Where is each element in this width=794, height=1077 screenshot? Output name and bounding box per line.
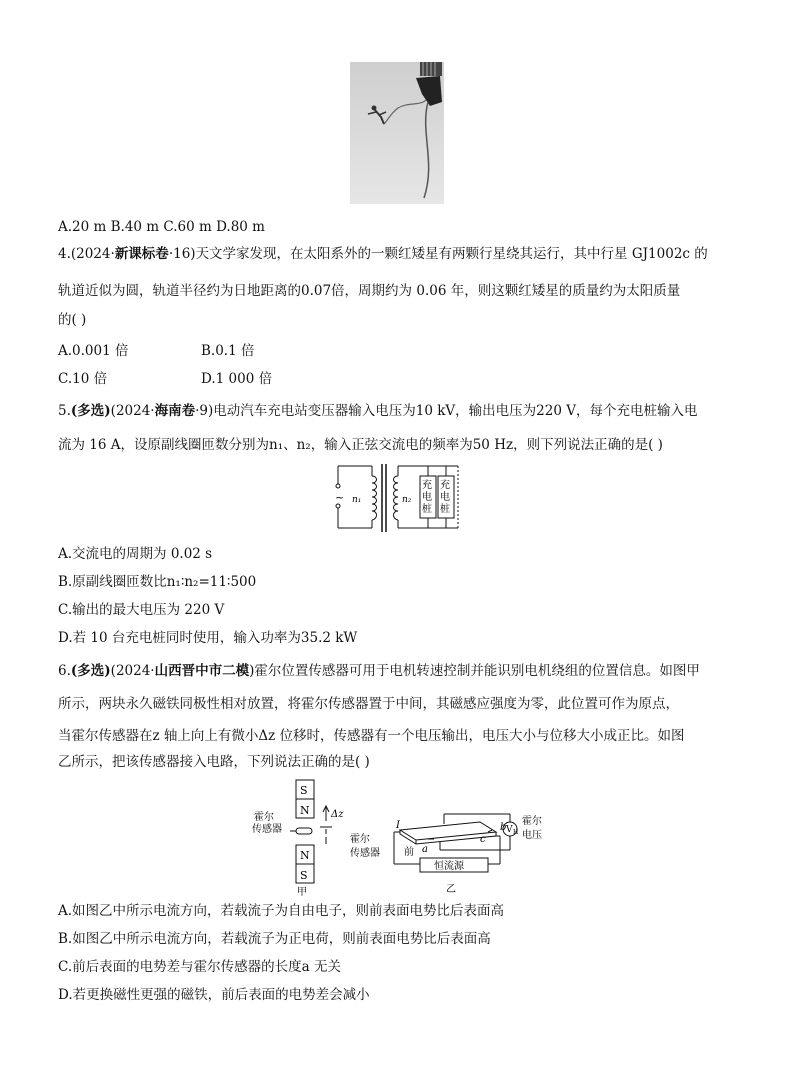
q4-option-c: C.10 倍 xyxy=(58,371,108,387)
q3-options: A.20 m B.40 m C.60 m D.80 m xyxy=(58,219,265,235)
pile2-char1: 充 xyxy=(440,480,450,491)
q4-line2: 轨道近似为圆，轨道半径约为日地距离的0.07倍，周期约为 0.06 年，则这颗红矮星的质量约为太阳质量 xyxy=(58,283,681,299)
q5-line2: 流为 16 A，设原副线圈匝数分别为n₁、n₂，输入正弦交流电的频率为50 Hz，则下列说法正确的是( ) xyxy=(58,437,663,453)
pile1-char2: 电 xyxy=(422,492,432,503)
yi-label: 乙 xyxy=(446,884,456,895)
sensor-label-2: 传感器 xyxy=(252,824,282,835)
front-label: 前 xyxy=(404,847,414,858)
q6-line1: 6.(多选)(2024·山西晋中市二模)霍尔位置传感器可用于电机转速控制并能识别电机绕组的位置信息。如图甲 xyxy=(58,663,700,679)
current-source-label: 恒流源 xyxy=(434,861,464,872)
hall-diagram-yi xyxy=(348,800,548,898)
n1-label: n₁ xyxy=(352,495,362,505)
n2-label: n₂ xyxy=(402,495,412,505)
voltmeter-v: V xyxy=(506,825,513,835)
q6-line2: 所示，两块永久磁铁同极性相对放置，将霍尔传感器置于中间，其磁感应强度为零，此位置可作为原点， xyxy=(58,696,679,712)
q4-option-b: B.0.1 倍 xyxy=(201,343,255,359)
b-label: b xyxy=(500,822,507,833)
current-i-label: I xyxy=(396,820,400,831)
magnet-bottom-s: S xyxy=(300,869,308,882)
q5-option-b: B.原副线圈匝数比n₁∶n₂=11∶500 xyxy=(58,574,257,590)
dz-label: Δz xyxy=(331,809,344,820)
hall-voltage-label-2: 电压 xyxy=(522,830,542,841)
q6-option-b: B.如图乙中所示电流方向，若载流子为正电荷，则前表面电势比后表面高 xyxy=(58,931,491,947)
q6-line4: 乙所示，把该传感器接入电路，下列说法正确的是( ) xyxy=(58,754,370,770)
magnet-top-n: N xyxy=(300,804,310,817)
voltmeter-sub: H xyxy=(513,829,519,836)
jia-label: 甲 xyxy=(297,887,307,897)
q4-line3: 的( ) xyxy=(58,312,87,328)
q4-option-a: A.0.001 倍 xyxy=(58,343,129,359)
q5-option-c: C.输出的最大电压为 220 V xyxy=(58,602,225,618)
hall-diagram-jia xyxy=(250,777,345,897)
q6-option-a: A.如图乙中所示电流方向，若载流子为自由电子，则前表面电势比后表面高 xyxy=(58,903,505,919)
q4-option-d: D.1 000 倍 xyxy=(201,371,273,387)
q5-line1: 5.(多选)(2024·海南卷·9)电动汽车充电站变压器输入电压为10 kV，输出电压为220 V，每个充电桩输入电 xyxy=(58,403,698,419)
magnet-bottom-n: N xyxy=(300,849,310,862)
q4-line1: 4.(2024·新课标卷·16)天文学家发现，在太阳系外的一颗红矮星有两颗行星绕其运行，其中行星 GJ1002c 的 xyxy=(58,246,708,262)
q6-line3: 当霍尔传感器在z 轴上向上有微小Δz 位移时，传感器有一个电压输出，电压大小与位移大小成正比。如图 xyxy=(58,728,685,744)
transformer-diagram xyxy=(330,462,462,534)
sensor-label-1: 霍尔 xyxy=(254,812,274,823)
ac-source-symbol: ~ xyxy=(335,491,345,504)
magnet-top-s: S xyxy=(300,784,308,797)
pile2-char3: 桩 xyxy=(440,504,450,515)
pile2-char2: 电 xyxy=(440,492,450,503)
pile1-char3: 桩 xyxy=(422,504,432,515)
pile1-char1: 充 xyxy=(422,480,432,491)
hall-label-2: 传感器 xyxy=(350,848,380,859)
c-label: c xyxy=(480,834,486,845)
hall-voltage-label-1: 霍尔 xyxy=(522,816,542,827)
q6-option-c: C.前后表面的电势差与霍尔传感器的长度a 无关 xyxy=(58,959,341,975)
q6-option-d: D.若更换磁性更强的磁铁，前后表面的电势差会减小 xyxy=(58,987,370,1003)
q5-option-a: A.交流电的周期为 0.02 s xyxy=(58,546,213,562)
bungee-photo xyxy=(350,62,444,204)
hall-label-1: 霍尔 xyxy=(350,834,370,845)
a-label: a xyxy=(422,844,428,855)
q5-option-d: D.若 10 台充电桩同时使用，输入功率为35.2 kW xyxy=(58,630,358,646)
